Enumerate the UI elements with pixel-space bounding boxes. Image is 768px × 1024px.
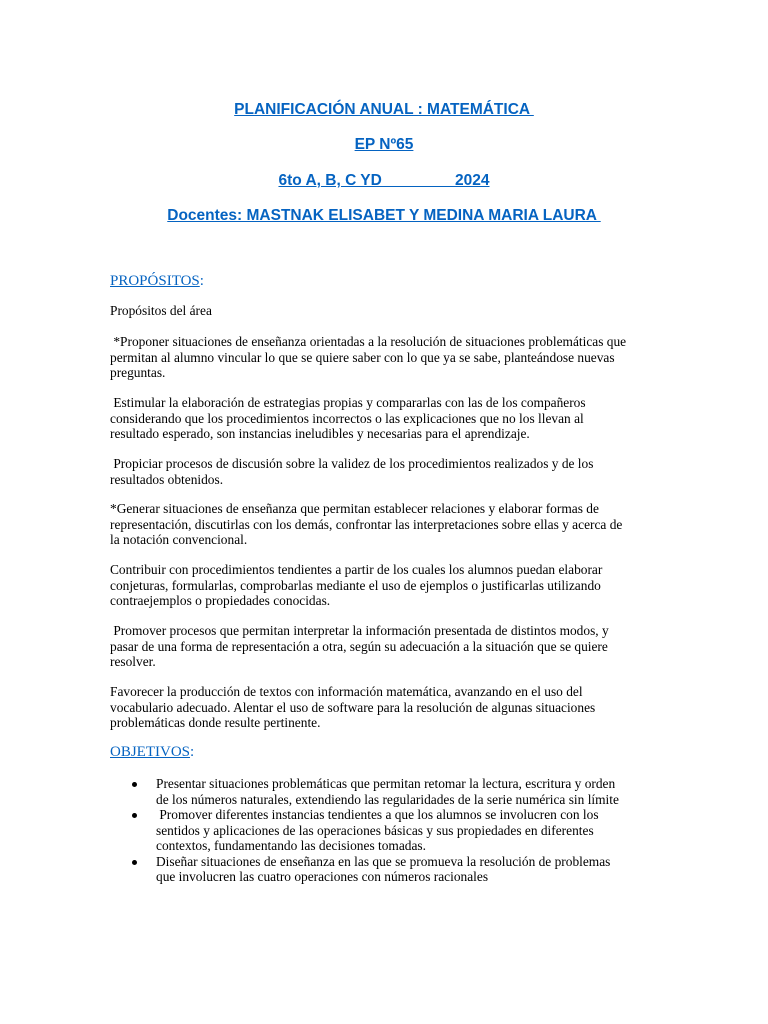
paragraph: *Proponer situaciones de enseñanza orientadas a la resolución de situaciones problemáticas que permitan al alumno vincular lo que se quiere saber con lo que ya se sabe, planteándose nuevas preguntas. bbox=[110, 334, 627, 380]
school-name: EP Nº65 bbox=[354, 136, 414, 153]
propositos-heading bbox=[110, 273, 204, 290]
propositos-heading-colon: : bbox=[199, 273, 204, 289]
bullet-icon bbox=[132, 813, 137, 818]
bullet-icon bbox=[132, 782, 137, 787]
list-item bbox=[110, 854, 670, 885]
objetivos-heading-text: OBJETIVOS bbox=[110, 744, 191, 760]
paragraph: Propósitos del área bbox=[110, 303, 212, 318]
bullet-icon bbox=[132, 860, 137, 865]
paragraph: Estimular la elaboración de estrategias propias y compararlas con las de los compañeros considerando que los procedimientos incorrectos o las explicaciones que no los llevan al resultado esperado, son instancias ineludibles y necesarias para el aprendizaje. bbox=[110, 395, 586, 441]
paragraph: *Generar situaciones de enseñanza que permitan establecer relaciones y elaborar formas de representación, discutirlas con los demás, confrontar las interpretaciones sobre ellas y acerca de la notación convencional. bbox=[110, 501, 623, 547]
paragraph: Propiciar procesos de discusión sobre la validez de los procedimientos realizados y de los resultados obtenidos. bbox=[110, 456, 594, 487]
list-item-text: Presentar situaciones problemáticas que permitan retomar la lectura, escritura y orden de los números naturales, extendiendo las regularidades de la serie numérica sin límite bbox=[156, 776, 619, 807]
list-item-text: Diseñar situaciones de enseñanza en las que se promueva la resolución de problemas que involucren las cuatro operaciones con números racionales bbox=[156, 853, 611, 884]
list-item-text: Promover diferentes instancias tendientes a que los alumnos se involucren con los sentidos y aplicaciones de las operaciones básicas y sus propiedades en diferentes contextos, fundamentando las decisiones tomadas. bbox=[156, 807, 599, 853]
propositos-heading-text: PROPÓSITOS bbox=[110, 273, 200, 289]
paragraph: Favorecer la producción de textos con información matemática, avanzando en el uso del vocabulario adecuado. Alentar el uso de software para la resolución de algunas situaciones problemáticas donde resulte pertinente. bbox=[110, 684, 596, 730]
paragraph: Contribuir con procedimientos tendientes a partir de los cuales los alumnos puedan elaborar conjeturas, formularlas, comprobarlas mediante el uso de ejemplos o justificarlas utilizando contraejemplos o propiedades conocidas. bbox=[110, 562, 603, 608]
objetivos-list bbox=[110, 776, 670, 885]
objetivos-heading-colon: : bbox=[190, 744, 195, 760]
objetivos-heading bbox=[110, 744, 194, 761]
grade-year: 6to A, B, C YD 2024 bbox=[278, 172, 490, 189]
document-title: PLANIFICACIÓN ANUAL : MATEMÁTICA bbox=[234, 101, 534, 118]
teachers-line: Docentes: MASTNAK ELISABET Y MEDINA MARIA LAURA bbox=[167, 207, 601, 224]
list-item bbox=[110, 776, 670, 807]
list-item bbox=[110, 807, 670, 854]
paragraph: Promover procesos que permitan interpretar la información presentada de distintos modos, y pasar de una forma de representación a otra, según su adecuación a la situación que se quiere resolver. bbox=[110, 623, 609, 669]
